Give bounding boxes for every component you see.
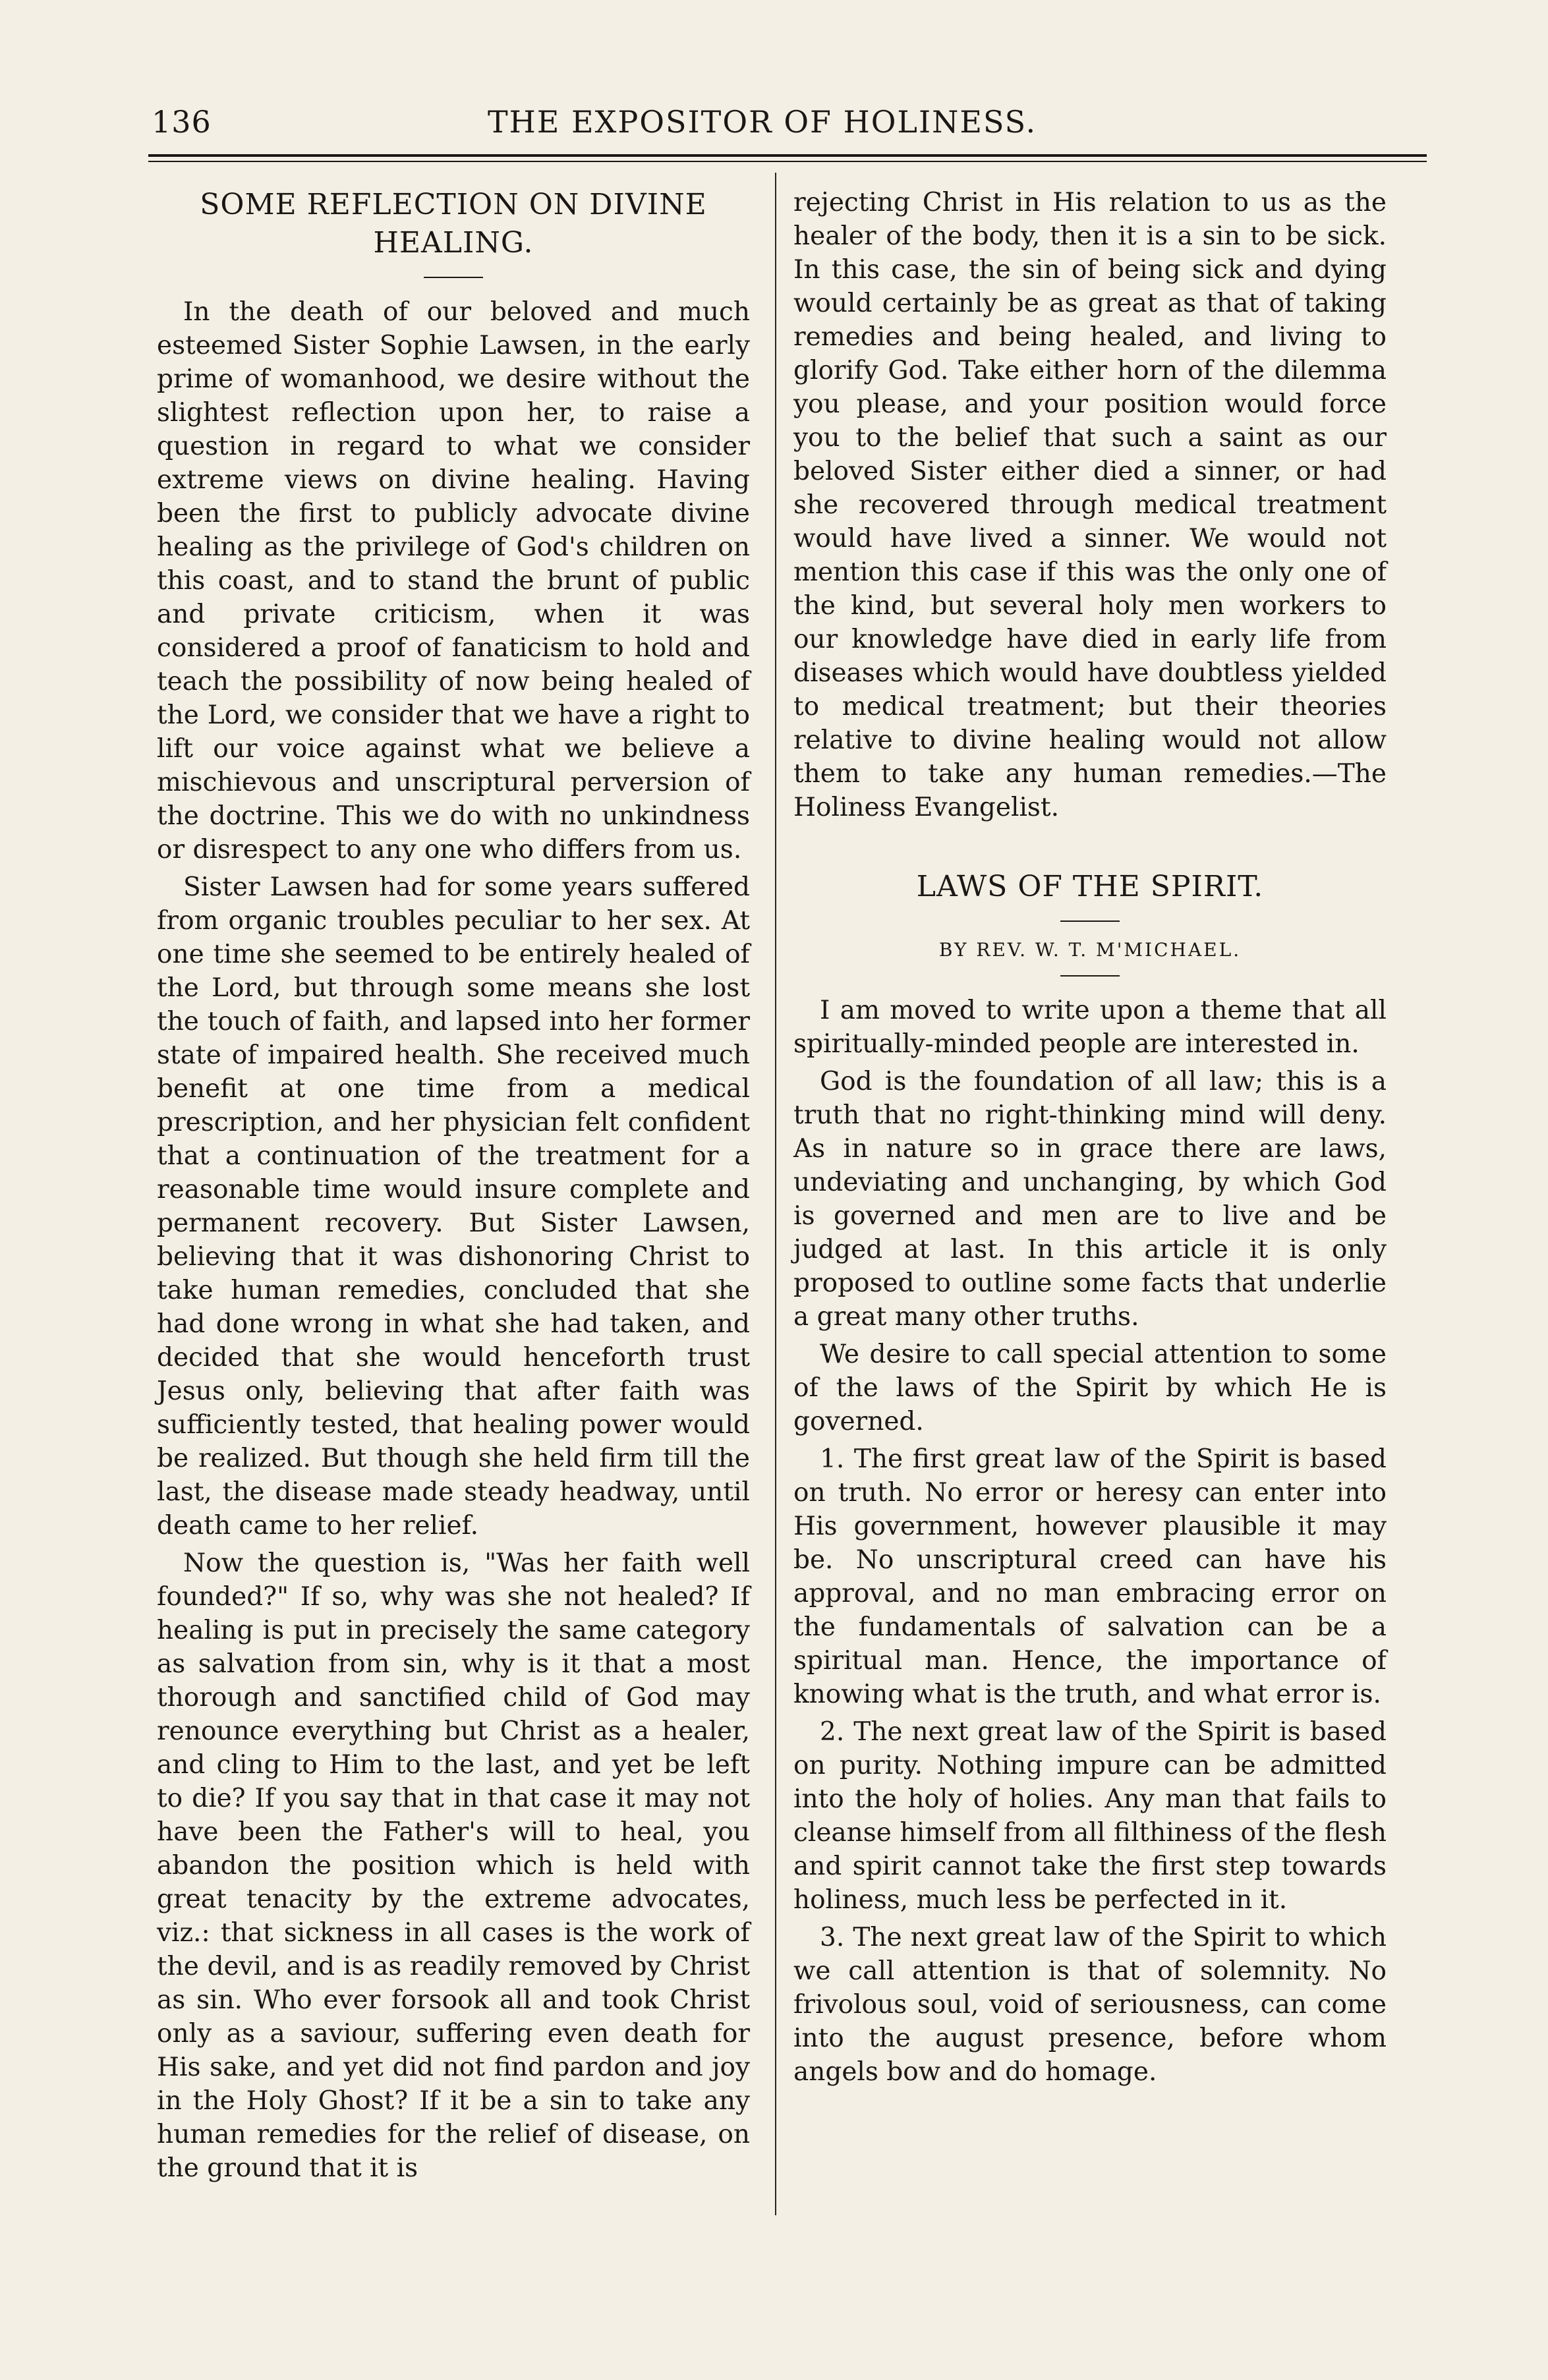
journal-title: THE EXPOSITOR OF HOLINESS.: [488, 104, 1037, 140]
article-paragraph: 2. The next great law of the Spirit is based on purity. Nothing impure can be admitted into the holy of holies. Any man that fails to cleanse himself from all filthiness of the flesh and spirit cannot take the first step towards holiness, much less be perfected in it.: [793, 1717, 1387, 1915]
article-paragraph-continued: rejecting Christ in His relation to us as the healer of the body, then it is a sin to be sick. In this case, the sin of being sick and dying would certainly be as great as that of taking remedies and being healed, and living to glorify God. Take either horn of the dilemma you please, and your position would force you to the belief that such a saint as our beloved Sister either died a sinner, or had she recovered through medical treatment would have lived a sinner. We would not mention this case if this was the only one of the kind, but several holy men workers to our knowledge have died in early life from diseases which would have doubtless yielded to medical treatment; but their theories relative to divine healing would not allow them to take any human remedies.—The Holiness Evangelist.: [793, 188, 1387, 822]
article-paragraph: We desire to call special attention to some of the laws of the Spirit by which He is governed.: [793, 1340, 1387, 1436]
right-column: [793, 186, 1387, 2093]
article-paragraph: 3. The next great law of the Spirit to which we call attention is that of solemnity. No frivolous soul, void of seriousness, can come into the august presence, before whom angels bow and do homage.: [793, 1923, 1387, 2087]
article-title-divine-healing: SOME REFLECTION ON DIVINE HEALING.: [200, 188, 707, 260]
article-paragraph: In the death of our beloved and much esteemed Sister Sophie Lawsen, in the early prime of womanhood, we desire without the slightest reflection upon her, to raise a question in regard to what we consider extreme views on divine healing. Having been the first to publicly advocate divine healing as the privilege of God's children on this coast, and to stand the brunt of public and private criticism, when it was considered a proof of fanaticism to hold and teach the possibility of now being healed of the Lord, we consider that we have a right to lift our voice against what we believe a mischievous and unscriptural perversion of the doctrine. This we do with no unkindness or disrespect to any one who differs from us.: [157, 297, 750, 864]
article-paragraph: Sister Lawsen had for some years suffered from organic troubles peculiar to her sex. At one time she seemed to be entirely healed of the Lord, but through some means she lost the touch of faith, and lapsed into her former state of impaired health. She received much benefit at one time from a medical prescription, and her physician felt confident that a continuation of the treatment for a reasonable time would insure complete and permanent recovery. But Sister Lawsen, believing that it was dishonoring Christ to take human remedies, concluded that she had done wrong in what she had taken, and decided that she would henceforth trust Jesus only, believing that after faith was sufficiently tested, that healing power would be realized. But though she held firm till the last, the disease made steady headway, until death came to her relief.: [157, 872, 750, 1541]
title-rule: [1060, 921, 1120, 922]
article-byline: BY REV. W. T. M'MICHAEL.: [938, 939, 1242, 961]
column-divider: [775, 173, 776, 2215]
header-rule-thin: [148, 161, 1427, 162]
page-number: 136: [152, 104, 212, 140]
article-title-laws-of-spirit: LAWS OF THE SPIRIT.: [916, 870, 1264, 903]
article-paragraph: Now the question is, "Was her faith well founded?" If so, why was she not healed? If healing is put in precisely the same category as salvation from sin, why is it that a most thorough and sanctified child of God may renounce everything but Christ as a healer, and cling to Him to the last, and yet be left to die? If you say that in that case it may not have been the Father's will to heal, you abandon the position which is held with great tenacity by the extreme advocates, viz.: that sickness in all cases is the work of the devil, and is as readily removed by Christ as sin. Who ever forsook all and took Christ only as a saviour, suffering even death for His sake, and yet did not find pardon and joy in the Holy Ghost? If it be a sin to take any human remedies for the relief of disease, on the ground that it is: [157, 1548, 750, 2183]
article-spacer: [793, 828, 1387, 868]
header-rule-thick: [148, 154, 1427, 157]
title-rule: [424, 277, 483, 278]
article-paragraph: I am moved to write upon a theme that all spiritually-minded people are interested in.: [793, 996, 1387, 1059]
left-column: [157, 186, 750, 2189]
article-paragraph: 1. The first great law of the Spirit is based on truth. No error or heresy can enter into His government, however plausible it may be. No unscriptural creed can have his approval, and no man embracing error on the fundamentals of salvation can be a spiritual man. Hence, the importance of knowing what is the truth, and what error is.: [793, 1444, 1387, 1709]
running-head: [152, 104, 1427, 150]
article-paragraph: God is the foundation of all law; this is a truth that no right-thinking mind will deny. As in nature so in grace there are laws, undeviating and unchanging, by which God is governed and men are to live and be judged at last. In this article it is only proposed to outline some facts that underlie a great many other truths.: [793, 1067, 1387, 1332]
byline-rule: [1060, 975, 1120, 977]
